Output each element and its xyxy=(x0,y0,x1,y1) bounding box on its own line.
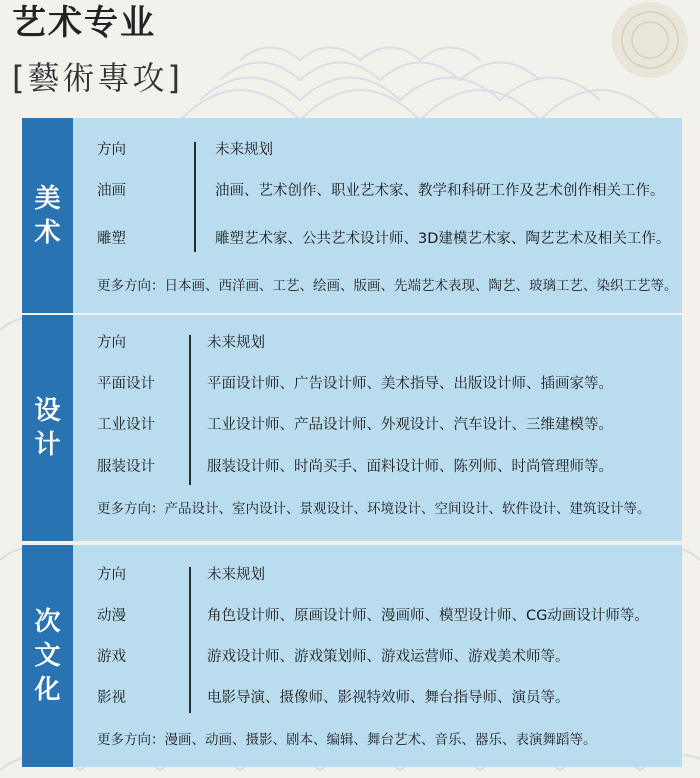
row-value: 未来规划 xyxy=(207,567,265,583)
section-panel xyxy=(73,315,682,541)
section-panel xyxy=(73,118,682,313)
row-value: 平面设计师、广告设计师、美术指导、出版设计师、插画家等。 xyxy=(207,376,613,392)
row-value: 角色设计师、原画设计师、漫画师、模型设计师、CG动画设计师等。 xyxy=(207,608,649,624)
row-value: 工业设计师、产品设计师、外观设计、汽车设计、三维建模等。 xyxy=(207,417,613,433)
section-design xyxy=(22,315,682,541)
row-label: 方向 xyxy=(97,335,126,351)
row-value: 油画、艺术创作、职业艺术家、教学和科研工作及艺术创作相关工作。 xyxy=(215,183,665,199)
row-label: 方向 xyxy=(97,142,126,158)
page-subtitle: [藝術專攻] xyxy=(12,59,183,97)
divider-line xyxy=(194,142,196,252)
row-value: 雕塑艺术家、公共艺术设计师、3D建模艺术家、陶艺艺术及相关工作。 xyxy=(215,231,671,247)
row-label: 平面设计 xyxy=(97,376,155,392)
row-label: 动漫 xyxy=(97,608,126,624)
row-label: 油画 xyxy=(97,183,126,199)
row-value: 电影导演、摄像师、影视特效师、舞台指导师、演员等。 xyxy=(207,690,570,706)
row-label: 工业设计 xyxy=(97,417,155,433)
row-label: 服装设计 xyxy=(97,459,155,475)
section-fine-art xyxy=(22,118,682,313)
row-value: 未来规划 xyxy=(215,142,273,158)
section-tab: 次 文 化 xyxy=(22,545,73,767)
row-label: 雕塑 xyxy=(97,231,126,247)
divider-line xyxy=(189,335,191,485)
page-title: 艺术专业 xyxy=(12,3,156,43)
row-value: 服装设计师、时尚买手、面料设计师、陈列师、时尚管理师等。 xyxy=(207,459,613,475)
row-value: 未来规划 xyxy=(207,335,265,351)
row-label: 游戏 xyxy=(97,649,126,665)
more-directions: 更多方向：漫画、动画、摄影、剧本、编辑、舞台艺术、音乐、器乐、表演舞蹈等。 xyxy=(97,732,597,748)
more-directions: 更多方向：产品设计、室内设计、景观设计、环境设计、空间设计、软件设计、建筑设计等。 xyxy=(97,501,651,517)
page-header xyxy=(12,0,183,100)
section-tab: 设 计 xyxy=(22,315,73,541)
row-label: 方向 xyxy=(97,567,126,583)
section-tab: 美 术 xyxy=(22,118,73,313)
more-directions: 更多方向：日本画、西洋画、工艺、绘画、版画、先端艺术表现、陶艺、玻璃工艺、染织工艺等。 xyxy=(97,278,678,294)
divider-line xyxy=(189,567,191,713)
section-subculture xyxy=(22,545,682,767)
row-value: 游戏设计师、游戏策划师、游戏运营师、游戏美术师等。 xyxy=(207,649,570,665)
section-panel xyxy=(73,545,682,767)
row-label: 影视 xyxy=(97,690,126,706)
